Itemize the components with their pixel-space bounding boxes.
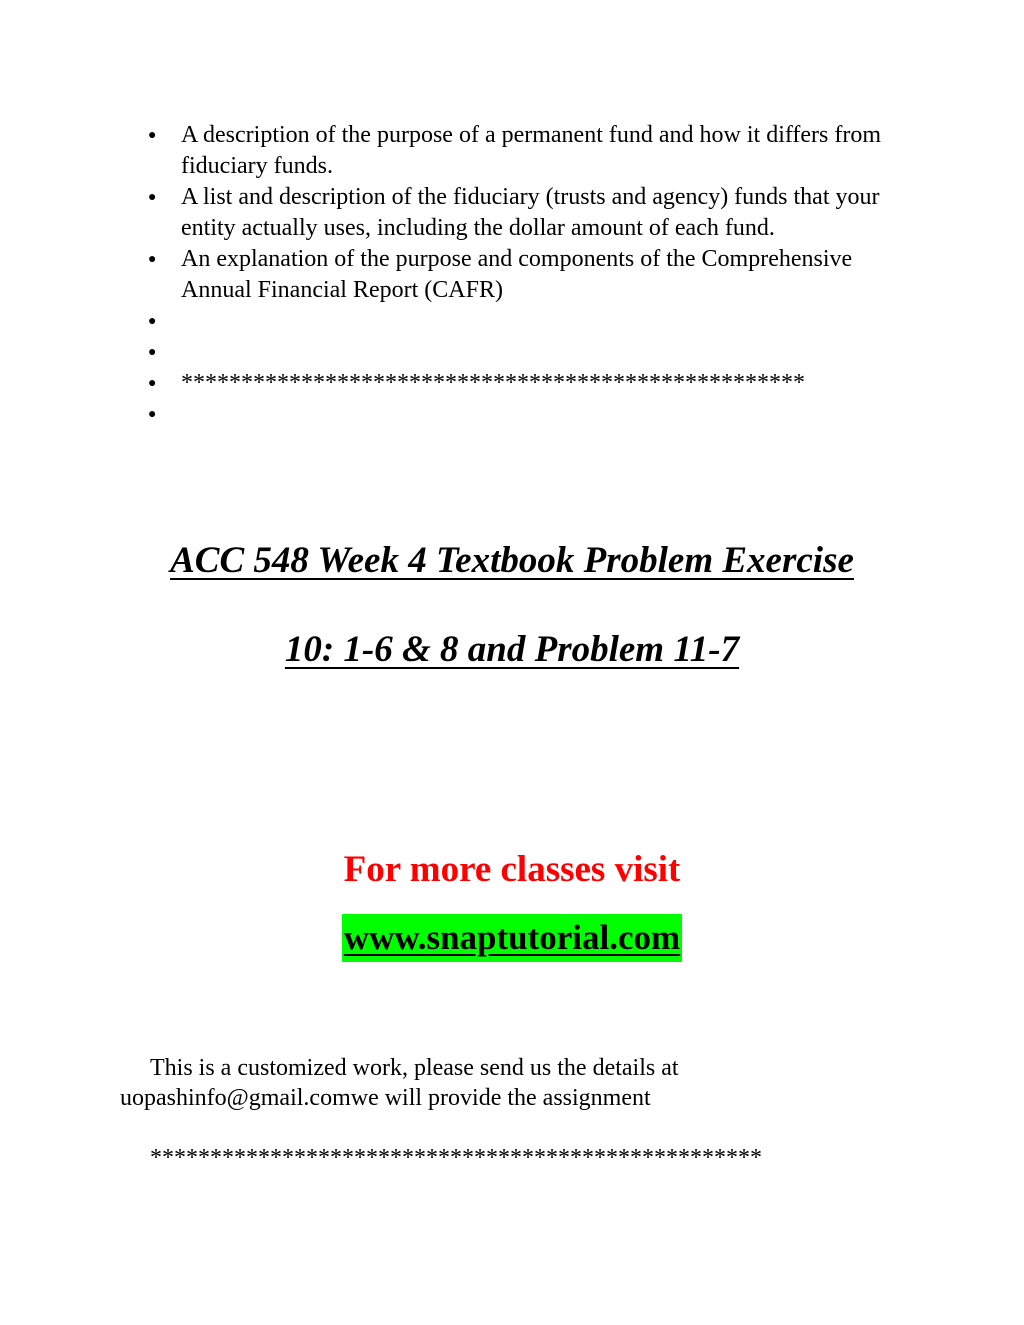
note-line-2: uopashinfo@gmail.comwe will provide the assignment <box>120 1085 651 1111</box>
note-line-1: This is a customized work, please send us the details at <box>150 1055 679 1081</box>
title-line-2-text: 10: 1-6 & 8 and Problem 11-7 <box>284 629 740 670</box>
bullet-icon: ● <box>148 128 157 143</box>
list-item-text: A list and description of the fiduciary (trusts and agency) funds that your entity actually uses, including the dollar amount of each fund. <box>181 184 880 241</box>
website-link[interactable]: www.snaptutorial.com <box>342 914 682 962</box>
list-item <box>140 182 900 244</box>
title-line-1-text: ACC 548 Week 4 Textbook Problem Exercise <box>170 540 854 581</box>
footer-separator: *************************************************** <box>150 1145 762 1171</box>
promo-link-wrap <box>0 914 1024 962</box>
list-item <box>140 306 900 337</box>
promo-text: For more classes visit <box>343 849 681 890</box>
bullet-list <box>140 120 900 430</box>
bullet-icon: ● <box>148 314 157 329</box>
title-line-1 <box>0 539 1024 583</box>
list-item <box>140 368 900 399</box>
bullet-icon: ● <box>148 190 157 205</box>
list-item <box>140 399 900 430</box>
list-item-text: A description of the purpose of a permanent fund and how it differs from fiduciary funds. <box>181 122 882 179</box>
title-line-2 <box>0 628 1024 672</box>
note-paragraph <box>120 1053 920 1113</box>
list-item-text: An explanation of the purpose and components of the Comprehensive Annual Financial Report (CAFR) <box>181 246 853 303</box>
list-item <box>140 244 900 306</box>
bullet-icon: ● <box>148 252 157 267</box>
list-item <box>140 337 900 368</box>
list-item <box>140 120 900 182</box>
bullet-icon: ● <box>148 345 157 360</box>
bullet-icon: ● <box>148 376 157 391</box>
list-item-text: **************************************************** <box>181 370 805 396</box>
bullet-icon: ● <box>148 407 157 422</box>
